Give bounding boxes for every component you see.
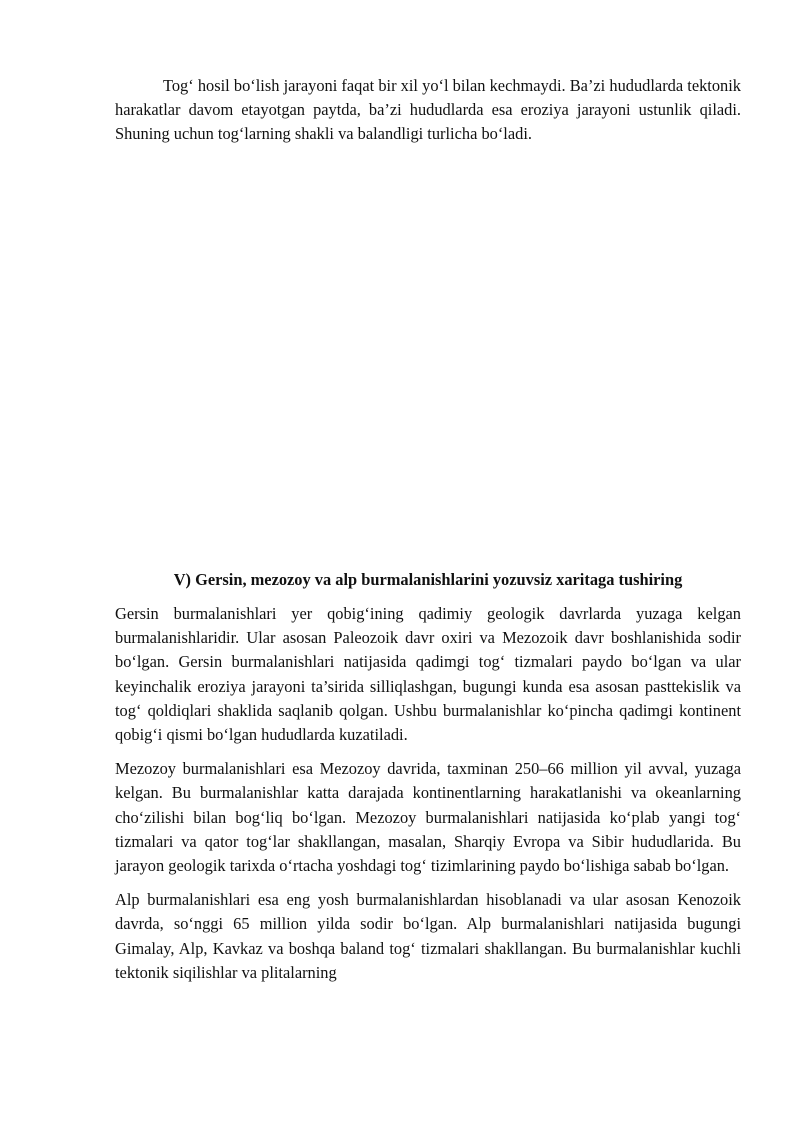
- intro-block: [115, 74, 741, 147]
- section-v: [115, 568, 741, 995]
- paragraph-gersin: Gersin burmalanishlari yer qobig‘ining qadimiy geologik davrlarda yuzaga kelgan burmalanishlaridir. Ular asosan Paleozoik davr oxiri va Mezozoik davr boshlanishida sodir bo‘lgan. Gersin burmalanishlari natijasida qadimgi tog‘ tizmalari paydo bo‘lgan va ular keyinchalik eroziya jarayoni ta’sirida silliqlashgan, bugungi kunda esa asosan pasttekislik va tog‘ qoldiqlari shaklida saqlanib qolgan. Ushbu burmalanishlar ko‘pincha qadimgi kontinent qobig‘i qismi bo‘lgan hududlarda kuzatiladi.: [115, 604, 741, 745]
- intro-paragraph: Tog‘ hosil bo‘lish jarayoni faqat bir xil yo‘l bilan kechmaydi. Ba’zi hududlarda tektonik harakatlar davom etayotgan paytda, ba’zi hududlarda esa eroziya jarayoni ustunlik qiladi. Shuning uchun tog‘larning shakli va balandligi turlicha bo‘ladi.: [115, 76, 741, 144]
- paragraph-mezozoy: Mezozoy burmalanishlari esa Mezozoy davrida, taxminan 250–66 million yil avval, yuzaga kelgan. Bu burmalanishlar katta darajada kontinentlarning harakatlanishi va okeanlarning cho‘zilishi bilan bog‘liq bo‘lgan. Mezozoy burmalanishlari natijasida ko‘plab yangi tog‘ tizmalari va qator tog‘lar shakllangan, masalan, Sharqiy Evropa va Sibir hududlarida. Bu jarayon geologik tarixda o‘rtacha yoshdagi tog‘ tizimlarining paydo bo‘lishiga sabab bo‘lgan.: [115, 759, 741, 876]
- section-heading: V) Gersin, mezozoy va alp burmalanishlarini yozuvsiz xaritaga tushiring: [173, 570, 683, 589]
- paragraph-alp: Alp burmalanishlari esa eng yosh burmalanishlardan hisoblanadi va ular asosan Kenozoik davrda, so‘nggi 65 million yilda sodir bo‘lgan. Alp burmalanishlari natijasida bugungi Gimalay, Alp, Kavkaz va boshqa baland tog‘ tizmalari shakllangan. Bu burmalanishlar kuchli tektonik siqilishlar va plitalarning: [115, 890, 741, 982]
